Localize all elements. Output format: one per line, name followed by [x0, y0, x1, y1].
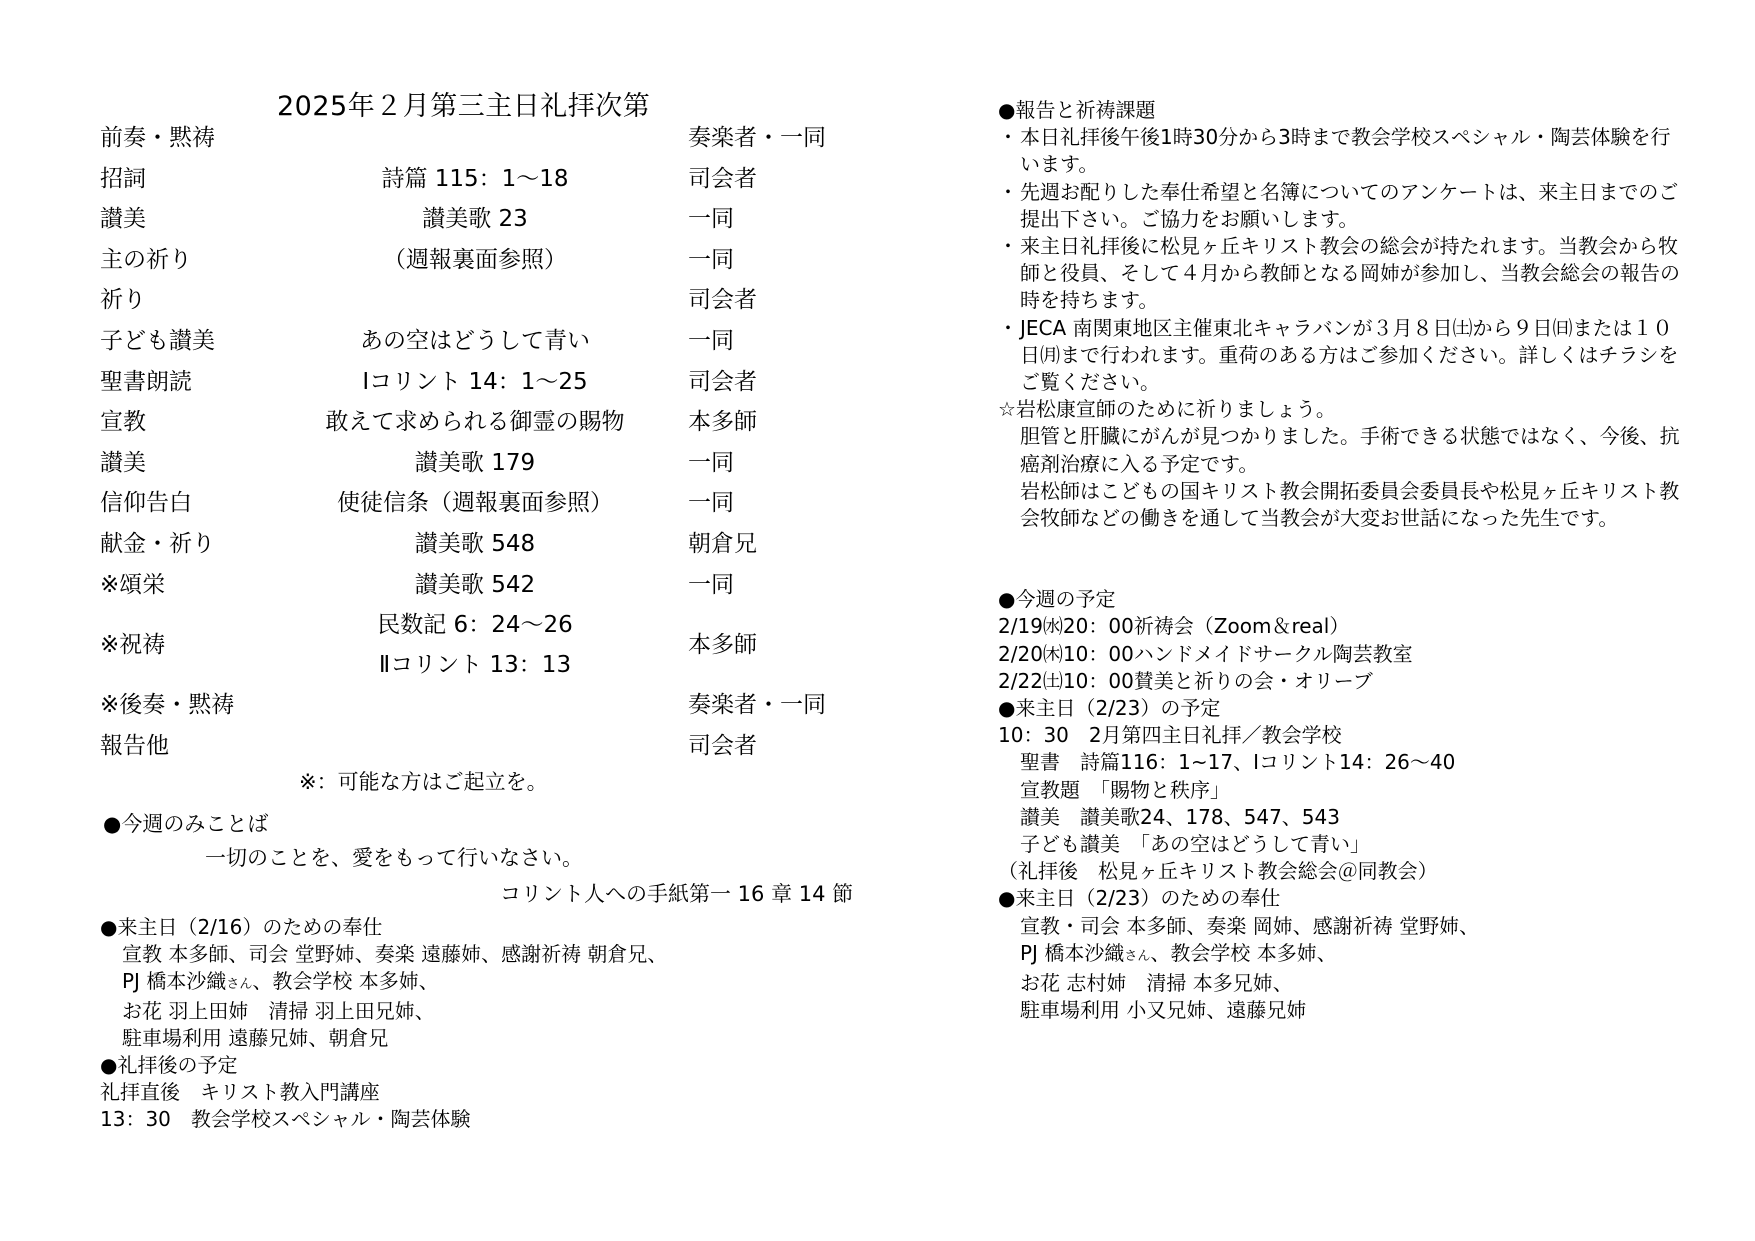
order-content: 讃美歌 23	[422, 206, 528, 233]
order-content	[305, 605, 645, 685]
order-by: 奏楽者・一同	[688, 125, 826, 151]
order-item: 信仰告白	[100, 490, 192, 517]
service-feb23-heading: ●来主日（2/23）のための奉仕	[998, 886, 1281, 911]
service-line: PJ 橋本沙織さん、教会学校 本多姉、	[122, 969, 439, 993]
order-row	[100, 483, 860, 524]
prayer-text: 胆管と肝臓にがんが見つかりました。手術できる状態ではなく、今後、抗癌剤治療に入る予定です。	[1020, 424, 1680, 476]
order-by: 司会者	[688, 368, 757, 395]
weekly-word-reference: コリント人への手紙第一 16 章 14 節	[500, 882, 854, 906]
order-item: ※頌栄	[100, 571, 166, 598]
order-title: 2025年２月第三主日礼拝次第	[277, 91, 651, 122]
report-item: ・ JECA 南関東地区主催東北キャラバンが３月８日㈯から９日㈰または１０日㈪まで行われます。重荷のある方はご参加ください。詳しくはチラシをご覧ください。	[998, 315, 1679, 395]
next-sunday-line: （礼拝後 松見ヶ丘キリスト教会総会＠同教会）	[998, 859, 1438, 884]
next-sunday-line: 讃美 讃美歌24、178、547、543	[1020, 804, 1340, 829]
order-item: 子ども讃美	[100, 327, 215, 354]
report-item: ・ 先週お配りした奉仕希望と名簿についてのアンケートは、来主日までのご提出下さい。ご協力をお願いします。	[998, 179, 1679, 231]
weekly-word-heading: ●今週のみことば	[103, 812, 269, 836]
service-line: お花 羽上田姉 清掃 羽上田兄姉、	[122, 999, 435, 1023]
order-content: （週報裏面参照）	[383, 246, 567, 273]
benediction-scripture-2: Ⅱコリント 13：13	[378, 652, 572, 679]
order-by: 一同	[688, 206, 734, 233]
order-content: 使徒信条（週報裏面参照）	[337, 490, 613, 517]
order-item: 讃美	[100, 206, 146, 233]
report-item: ・ 来主日礼拝後に松見ヶ丘キリスト教会の総会が持たれます。当教会から牧師と役員、そして４月から教師となる岡姉が参加し、当教会総会の報告の時を持ちます。	[998, 234, 1680, 313]
order-row	[100, 199, 860, 240]
order-by: 一同	[688, 327, 734, 354]
order-content: 讃美歌 542	[414, 571, 536, 598]
order-content: Ⅰコリント 14：1～25	[362, 368, 588, 395]
next-sunday-heading: ●来主日（2/23）の予定	[998, 696, 1221, 721]
order-by: 司会者	[688, 287, 757, 314]
order-item: 祈り	[100, 287, 146, 314]
order-by: 一同	[688, 449, 734, 476]
order-by: 一同	[688, 571, 734, 598]
service-line: 駐車場利用 遠藤兄姉、朝倉兄	[122, 1026, 389, 1050]
order-row	[100, 240, 860, 281]
order-by: 朝倉兄	[688, 530, 757, 557]
order-content: 敢えて求められる御霊の賜物	[325, 409, 625, 436]
order-content: あの空はどうして青い	[360, 327, 590, 354]
service-line: お花 志村姉 清掃 本多兄姉、	[1020, 971, 1293, 996]
order-item: 前奏・黙祷	[100, 125, 215, 151]
order-row	[100, 402, 860, 443]
order-row	[100, 159, 860, 200]
order-item: 主の祈り	[100, 246, 192, 273]
section-heading: ●来主日（2/16）のための奉仕	[100, 915, 383, 939]
order-row	[100, 362, 860, 403]
order-item: 献金・祈り	[100, 530, 215, 557]
next-sunday-line: 聖書 詩篇116：1~17、Ⅰコリント14：26～40	[1020, 750, 1456, 775]
order-row	[100, 726, 860, 767]
order-row	[100, 565, 860, 606]
report-item: ・ 本日礼拝後午後1時30分から3時まで教会学校スペシャル・陶芸体験を行います。	[998, 125, 1671, 177]
order-item: 讃美	[100, 449, 146, 476]
service-line: PJ 橋本沙織さん、教会学校 本多姉、	[1020, 940, 1337, 965]
stand-note: ※：可能な方はご起立を。	[299, 770, 548, 794]
service-line: 宣教 本多師、司会 堂野姉、奏楽 遠藤姉、感謝祈祷 朝倉兄、	[122, 942, 668, 966]
order-row	[100, 321, 860, 362]
order-by: 司会者	[688, 732, 757, 759]
schedule-line: 13：30 教会学校スペシャル・陶芸体験	[100, 1107, 471, 1131]
order-by: 本多師	[688, 632, 757, 659]
order-content: 讃美歌 548	[414, 530, 536, 557]
right-column	[998, 97, 1698, 1025]
order-item: 報告他	[100, 732, 169, 759]
next-sunday-line: 子ども讃美 「あの空はどうして青い」	[1020, 832, 1370, 857]
order-by: 一同	[688, 246, 734, 273]
next-sunday-line: 宣教題 「賜物と秩序」	[1020, 777, 1230, 802]
order-by: 一同	[688, 490, 734, 517]
service-line: 駐車場利用 小又兄姉、遠藤兄姉	[1020, 998, 1307, 1023]
order-content: 詩篇 115：1～18	[381, 165, 569, 192]
prayer-heading: ☆岩松康宣師のために祈りましょう。	[998, 397, 1336, 422]
order-item: ※後奏・黙祷	[100, 692, 235, 719]
week-heading: ●今週の予定	[998, 587, 1116, 612]
week-item: 2/20㈭10：00ハンドメイドサークル陶芸教室	[998, 641, 1413, 666]
order-item: 聖書朗読	[100, 368, 192, 395]
week-item: 2/22㈯10：00賛美と祈りの会・オリーブ	[998, 668, 1373, 693]
next-service-feb16-section	[100, 914, 667, 1133]
order-content: 讃美歌 179	[414, 449, 536, 476]
order-row-benediction	[100, 605, 860, 685]
next-sunday-line: 10：30 2月第四主日礼拝／教会学校	[998, 723, 1342, 748]
section-heading: ●礼拝後の予定	[100, 1053, 238, 1077]
order-by: 本多師	[688, 409, 757, 436]
prayer-text: 岩松師はこどもの国キリスト教会開拓委員会委員長や松見ヶ丘キリスト教会牧師などの働きを通して当教会が大変お世話になった先生です。	[1020, 478, 1680, 531]
service-line: 宣教・司会 本多師、奏楽 岡姉、感謝祈祷 堂野姉、	[1020, 913, 1480, 938]
order-row	[100, 280, 860, 321]
order-row	[100, 443, 860, 484]
order-item: 招詞	[100, 165, 146, 192]
weekly-word-verse: 一切のことを、愛をもって行いなさい。	[205, 846, 583, 870]
order-by: 奏楽者・一同	[688, 692, 826, 719]
order-row	[100, 524, 860, 565]
order-item: ※祝祷	[100, 632, 166, 659]
schedule-line: 礼拝直後 キリスト教入門講座	[100, 1080, 380, 1104]
order-item: 宣教	[100, 409, 146, 436]
order-row	[100, 118, 860, 159]
order-by: 司会者	[688, 165, 757, 192]
benediction-scripture-1: 民数記 6：24～26	[377, 612, 573, 639]
order-row	[100, 685, 860, 726]
reports-heading: ●報告と祈祷課題	[998, 98, 1156, 122]
worship-order-list	[100, 118, 860, 766]
week-item: 2/19㈬20：00祈祷会（Zoom＆real）	[998, 614, 1350, 639]
